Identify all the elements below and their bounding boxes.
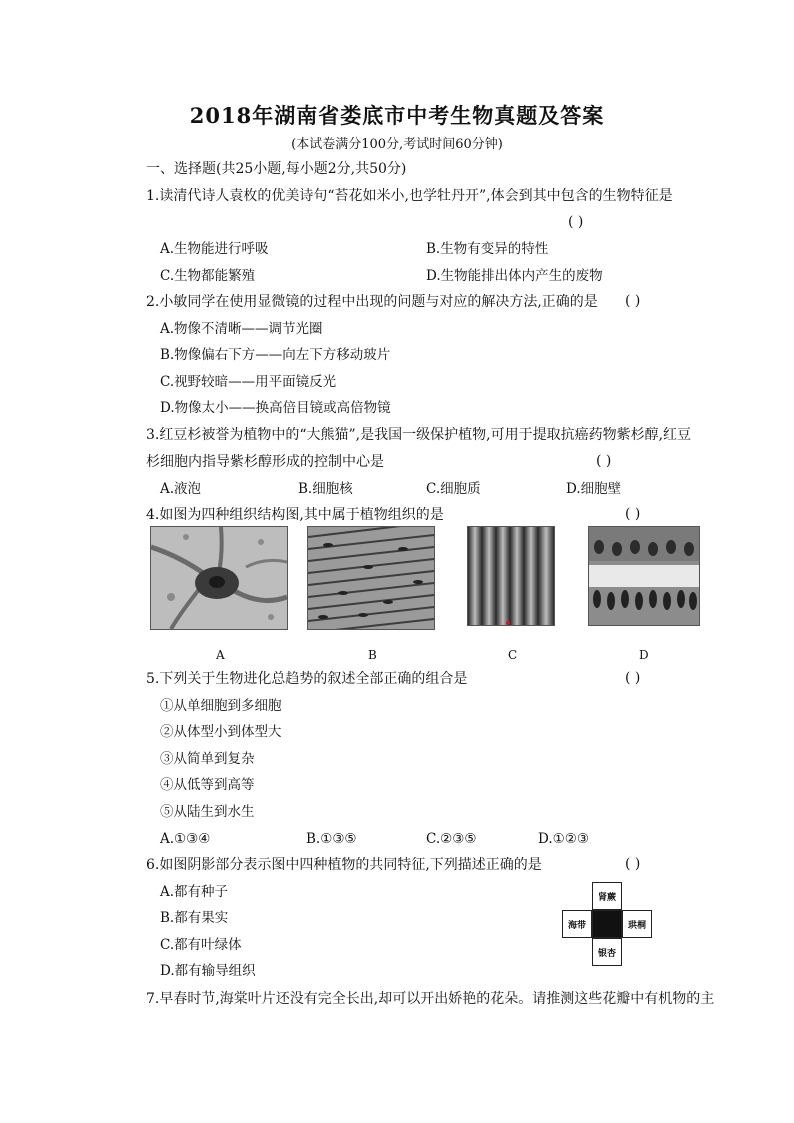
question-5-item-1: ①从单细胞到多细胞 xyxy=(160,698,282,714)
question-2-option-a[interactable]: A.物像不清晰——调节光圈 xyxy=(160,321,323,337)
tissue-figure-b[interactable] xyxy=(307,526,435,630)
question-5-item-3: ③从简单到复杂 xyxy=(160,751,255,767)
question-5-answer-blank[interactable]: ( ) xyxy=(625,670,641,686)
question-2-option-c[interactable]: C.视野较暗——用平面镜反光 xyxy=(160,374,337,390)
question-1-option-c[interactable]: C.生物都能繁殖 xyxy=(160,268,256,284)
question-1-option-b[interactable]: B.生物有变异的特性 xyxy=(426,241,549,257)
shaded-common-feature xyxy=(592,910,622,938)
question-5-stem: 5.下列关于生物进化总趋势的叙述全部正确的组合是 xyxy=(146,671,468,687)
question-3-option-a[interactable]: A.液泡 xyxy=(160,481,202,497)
question-3-answer-blank[interactable]: ( ) xyxy=(596,453,612,469)
question-4-answer-blank[interactable]: ( ) xyxy=(625,506,641,522)
question-3-stem-line2: 杉细胞内指导紫杉醇形成的控制中心是 xyxy=(146,454,384,470)
diagram-cell-top: 肾蕨 xyxy=(592,882,622,910)
question-5-item-5: ⑤从陆生到水生 xyxy=(160,804,255,820)
question-5-option-b[interactable]: B.①③⑤ xyxy=(306,831,357,847)
question-2-stem: 2.小敏同学在使用显微镜的过程中出现的问题与对应的解决方法,正确的是 xyxy=(146,294,598,310)
tissue-figure-a[interactable] xyxy=(150,526,288,630)
question-3-option-b[interactable]: B.细胞核 xyxy=(298,481,353,497)
figure-label-c: C xyxy=(508,648,518,662)
question-2-option-b[interactable]: B.物像偏右下方——向左下方移动玻片 xyxy=(160,347,391,363)
diagram-cell-bottom: 银杏 xyxy=(592,938,622,966)
question-5-option-a[interactable]: A.①③④ xyxy=(160,831,211,847)
diagram-cell-left: 海带 xyxy=(562,910,592,938)
question-3-option-d[interactable]: D.细胞壁 xyxy=(566,481,622,497)
question-2-answer-blank[interactable]: ( ) xyxy=(625,293,641,309)
epithelial-tissue-image xyxy=(589,527,699,625)
conducting-tissue-image xyxy=(468,527,554,625)
figure-label-d: D xyxy=(639,648,649,662)
nerve-tissue-image xyxy=(151,527,287,629)
question-1-option-d[interactable]: D.生物能排出体内产生的废物 xyxy=(426,268,603,284)
question-6-option-d[interactable]: D.都有输导组织 xyxy=(160,963,256,979)
question-6-stem: 6.如图阴影部分表示图中四种植物的共同特征,下列描述正确的是 xyxy=(146,857,542,873)
question-5-item-4: ④从低等到高等 xyxy=(160,777,255,793)
question-6-option-c[interactable]: C.都有叶绿体 xyxy=(160,937,242,953)
question-6-answer-blank[interactable]: ( ) xyxy=(625,856,641,872)
question-1-option-a[interactable]: A.生物能进行呼吸 xyxy=(160,241,269,257)
question-1-answer-blank[interactable]: ( ) xyxy=(568,214,584,230)
question-5-item-2: ②从体型小到体型大 xyxy=(160,724,282,740)
tissue-figure-c[interactable] xyxy=(467,526,555,626)
diagram-cell-right: 珙桐 xyxy=(622,910,652,938)
question-5-option-c[interactable]: C.②③⑤ xyxy=(426,831,477,847)
section-heading: 一、选择题(共25小题,每小题2分,共50分) xyxy=(146,161,407,177)
question-1-stem: 1.读清代诗人袁枚的优美诗句“苔花如米小,也学牡丹开”,体会到其中包含的生物特征是 xyxy=(146,188,673,204)
question-6-option-a[interactable]: A.都有种子 xyxy=(160,884,229,900)
question-4-stem: 4.如图为四种组织结构图,其中属于植物组织的是 xyxy=(146,507,444,523)
figure-label-a: A xyxy=(216,648,225,662)
tissue-figure-d[interactable] xyxy=(588,526,700,626)
plant-feature-diagram xyxy=(562,882,652,966)
page-title: 2018年湖南省娄底市中考生物真题及答案 xyxy=(189,103,605,128)
question-6-option-b[interactable]: B.都有果实 xyxy=(160,910,229,926)
question-5-option-d[interactable]: D.①②③ xyxy=(538,831,589,847)
exam-info: (本试卷满分100分,考试时间60分钟) xyxy=(291,137,503,152)
muscle-tissue-image xyxy=(308,527,434,629)
question-2-option-d[interactable]: D.物像太小——换高倍目镜或高倍物镜 xyxy=(160,400,391,416)
question-3-option-c[interactable]: C.细胞质 xyxy=(426,481,481,497)
figure-label-b: B xyxy=(368,648,377,662)
question-3-stem-line1: 3.红豆杉被誉为植物中的“大熊猫”,是我国一级保护植物,可用于提取抗癌药物紫杉醇,红豆 xyxy=(146,427,692,443)
question-7-stem: 7.早春时节,海棠叶片还没有完全长出,却可以开出娇艳的花朵。请推测这些花瓣中有机物的主 xyxy=(146,991,715,1007)
